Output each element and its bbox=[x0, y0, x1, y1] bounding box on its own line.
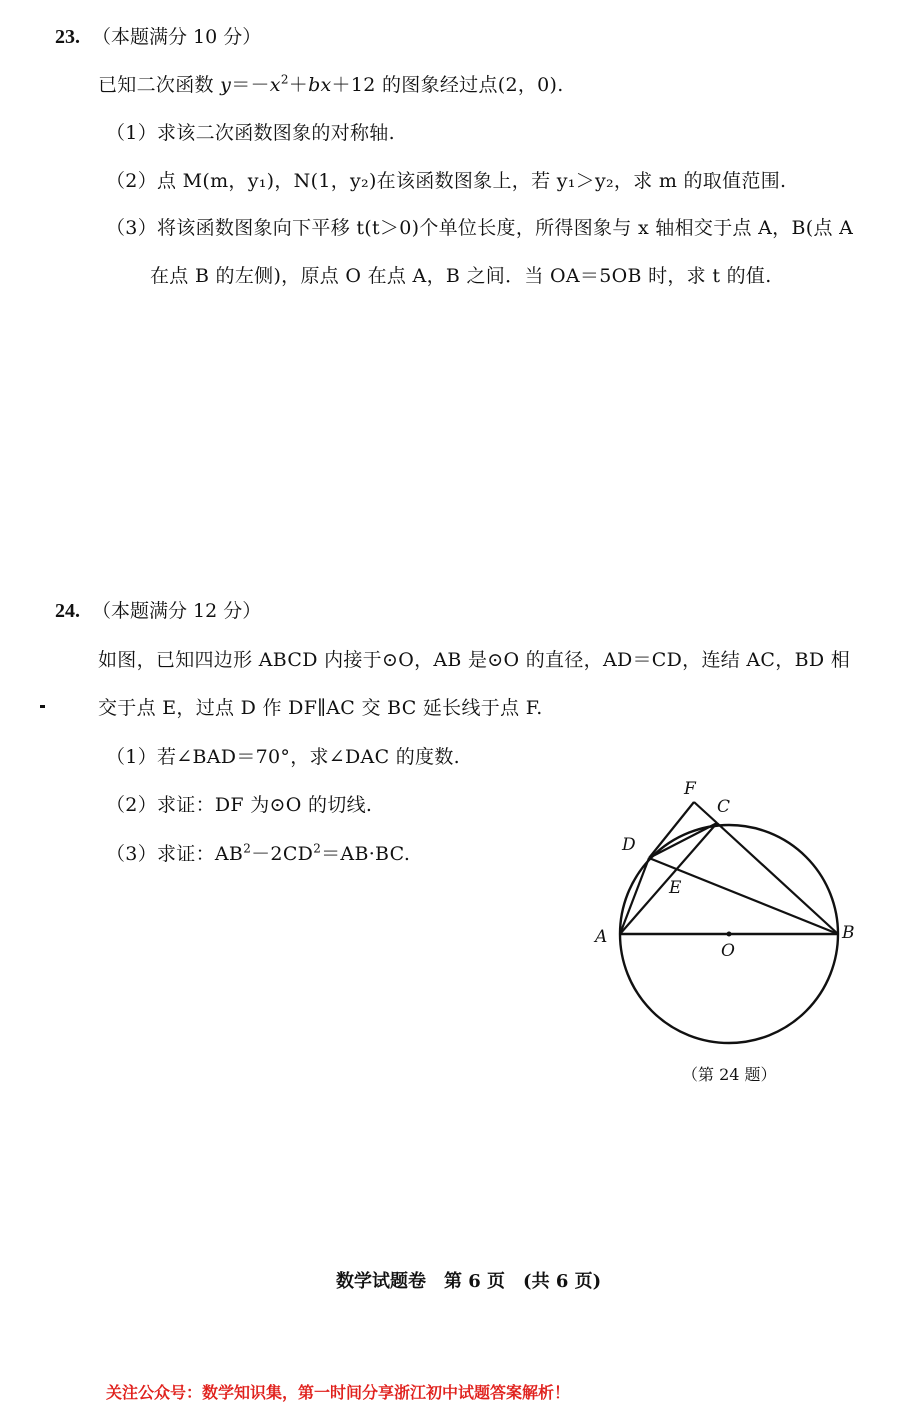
q23-header: （本题满分 10 分） bbox=[92, 26, 262, 48]
label-a: A bbox=[595, 927, 608, 947]
q23-part3-line2: 在点 B 的左侧)，原点 O 在点 A，B 之间．当 OA＝5OB 时，求 t 的值. bbox=[150, 265, 772, 287]
q23-stem: 已知二次函数 $y=-x^2+bx+12$ 的图象经过点(2，0). bbox=[98, 72, 564, 96]
segment-cb bbox=[717, 823, 838, 934]
center-point bbox=[727, 932, 732, 937]
segment-dc bbox=[649, 823, 717, 858]
page-footer: 数学试题卷 第 6 页 (共 6 页) bbox=[336, 1271, 602, 1292]
q23-number: 23. bbox=[55, 26, 80, 48]
q24-part2: （2）求证：DF 为⊙O 的切线. bbox=[106, 794, 373, 816]
segment-ad bbox=[620, 858, 649, 934]
q24-header: （本题满分 12 分） bbox=[92, 600, 262, 622]
figure-caption: （第 24 题） bbox=[682, 1065, 777, 1084]
q23-part2: （2）点 M(m，y₁)，N(1，y₂)在该函数图象上，若 y₁＞y₂，求 m 的取值范围. bbox=[106, 170, 787, 192]
label-d: D bbox=[622, 835, 636, 855]
q24-stem-line2: 交于点 E，过点 D 作 DF∥AC 交 BC 延长线于点 F. bbox=[98, 697, 543, 719]
label-o: O bbox=[721, 941, 735, 961]
q23-part3-line1: （3）将该函数图象向下平移 t(t＞0)个单位长度，所得图象与 x 轴相交于点 A，B(点 A bbox=[106, 217, 854, 239]
q24-figure bbox=[580, 770, 880, 1070]
q24-stem-line1: 如图，已知四边形 ABCD 内接于⊙O，AB 是⊙O 的直径，AD＝CD，连结 AC，BD 相 bbox=[98, 649, 851, 671]
q23-part1: （1）求该二次函数图象的对称轴. bbox=[106, 122, 395, 144]
q24-part3: （3）求证：$AB^2-2CD^2=AB\cdot BC$. bbox=[106, 841, 411, 865]
promo-notice: 关注公众号：数学知识集，第一时间分享浙江初中试题答案解析！ bbox=[106, 1383, 571, 1402]
segment-df bbox=[649, 802, 694, 858]
label-e: E bbox=[669, 878, 682, 898]
label-b: B bbox=[842, 923, 855, 943]
label-c: C bbox=[717, 797, 731, 817]
q24-number: 24. bbox=[55, 600, 80, 622]
scan-mark bbox=[40, 705, 45, 708]
segment-fc bbox=[694, 802, 717, 823]
q24-part1: （1）若∠BAD＝70°，求∠DAC 的度数. bbox=[106, 746, 460, 768]
label-f: F bbox=[684, 779, 696, 799]
